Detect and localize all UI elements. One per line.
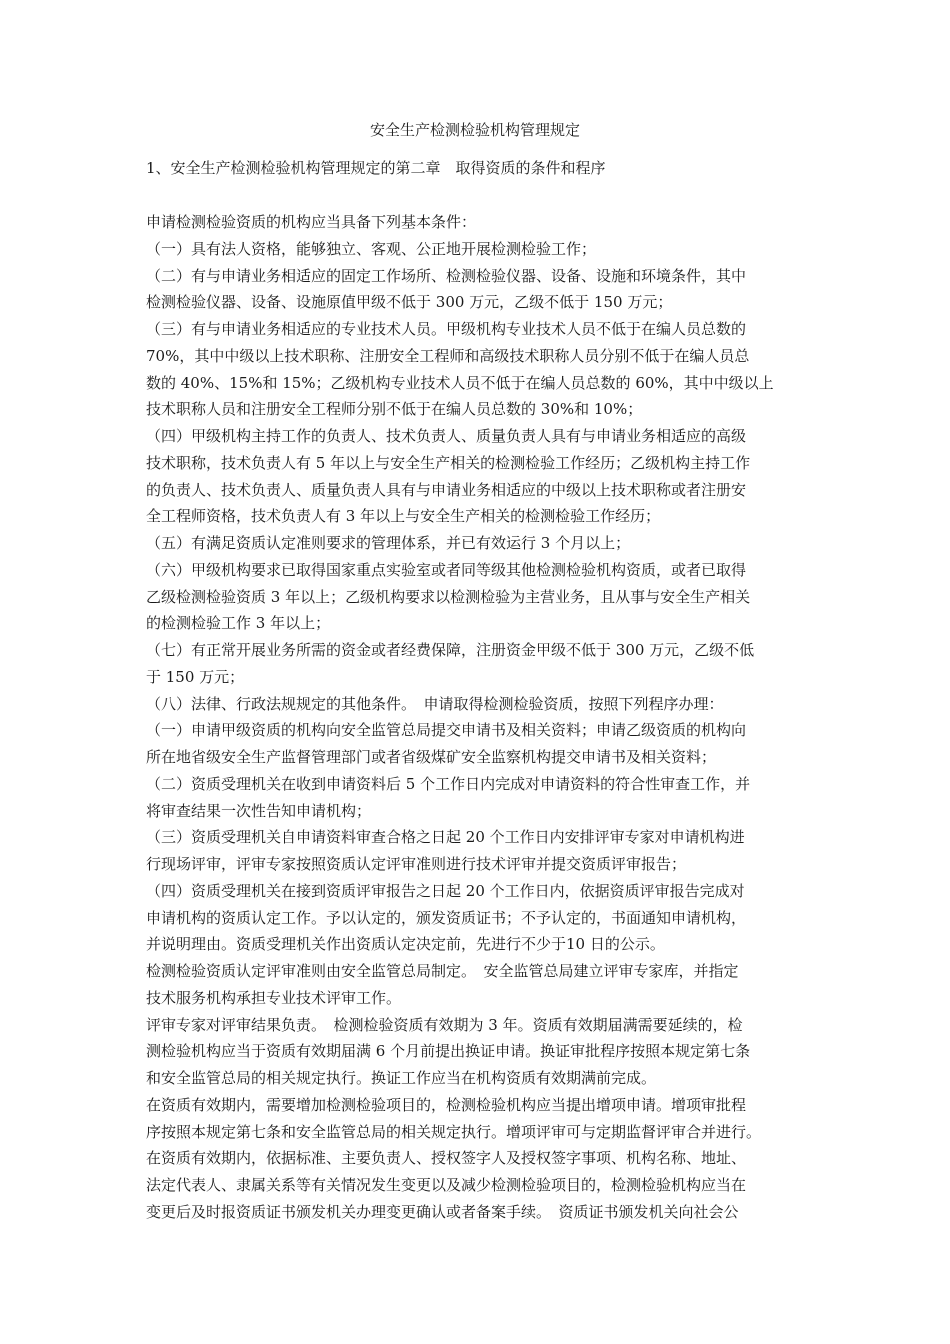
text-line: 所在地省级安全生产监督管理部门或者省级煤矿安全监察机构提交申请书及相关资料； bbox=[146, 748, 717, 766]
text-line: 于 150 万元； bbox=[146, 667, 245, 686]
text-line: 将审查结果一次性告知申请机构； bbox=[146, 801, 372, 820]
text-line: 和安全监管总局的相关规定执行。换证工作应当在机构资质有效期满前完成。 bbox=[146, 1069, 657, 1087]
text-line: 乙级检测检验资质 3 年以上；乙级机构要求以检测检验为主营业务，且从事与安全生产相关 bbox=[146, 587, 751, 606]
section-heading: 1、安全生产检测检验机构管理规定的第二章 取得资质的条件和程序 bbox=[146, 159, 606, 177]
text-line: （一）具有法人资格，能够独立、客观、公正地开展检测检验工作； bbox=[146, 239, 597, 258]
body-text bbox=[146, 209, 818, 1226]
text-line: 70%，其中中级以上技术职称、注册安全工程师和高级技术职称人员分别不低于在编人员总 bbox=[146, 346, 750, 365]
text-line: 申请检测检验资质的机构应当具备下列基本条件： bbox=[146, 213, 477, 231]
text-line: （五）有满足资质认定准则要求的管理体系，并已有效运行 3 个月以上； bbox=[146, 534, 631, 552]
text-line: 的负责人、技术负责人、质量负责人具有与申请业务相适应的中级以上技术职称或者注册安 bbox=[146, 480, 747, 499]
text-line: （八）法律、行政法规规定的其他条件。 申请取得检测检验资质，按照下列程序办理： bbox=[146, 694, 724, 713]
text-line: （四）资质受理机关在接到资质评审报告之日起 20 个工作日内，依据资质评审报告完成对 bbox=[146, 881, 745, 900]
text-line: 并说明理由。资质受理机关作出资质认定决定前，先进行不少于10 日的公示。 bbox=[146, 935, 665, 954]
text-line: 评审专家对评审结果负责。 检测检验资质有效期为 3 年。资质有效期届满需要延续的，检 bbox=[146, 1015, 743, 1034]
text-line: 技术职称，技术负责人有 5 年以上与安全生产相关的检测检验工作经历；乙级机构主持工作 bbox=[146, 453, 751, 472]
text-line: 技术职称人员和注册安全工程师分别不低于在编人员总数的 30%和 10%； bbox=[146, 400, 643, 419]
text-line: 测检验机构应当于资质有效期届满 6 个月前提出换证申请。换证审批程序按照本规定第七条 bbox=[146, 1042, 751, 1061]
text-line: 检测检验资质认定评审准则由安全监管总局制定。 安全监管总局建立评审专家库，并指定 bbox=[146, 962, 739, 980]
text-line: 在资质有效期内，需要增加检测检验项目的，检测检验机构应当提出增项申请。增项审批程 bbox=[146, 1095, 747, 1114]
text-line: 技术服务机构承担专业技术评审工作。 bbox=[146, 988, 402, 1007]
text-line: （六）甲级机构要求已取得国家重点实验室或者同等级其他检测检验机构资质，或者已取得 bbox=[146, 560, 747, 579]
text-line: 数的 40%、15%和 15%；乙级机构专业技术人员不低于在编人员总数的 60%，其中中级以上 bbox=[146, 373, 774, 392]
document-title: 安全生产检测检验机构管理规定 bbox=[369, 121, 580, 139]
text-line: （三）资质受理机关自申请资料审查合格之日起 20 个工作日内安排评审专家对申请机构进 bbox=[146, 828, 745, 847]
text-line: 变更后及时报资质证书颁发机关办理变更确认或者备案手续。 资质证书颁发机关向社会公 bbox=[146, 1202, 739, 1221]
text-line: 检测检验仪器、设备、设施原值甲级不低于 300 万元，乙级不低于 150 万元； bbox=[146, 293, 673, 312]
text-line: 申请机构的资质认定工作。予以认定的，颁发资质证书；不予认定的，书面通知申请机构， bbox=[146, 908, 747, 927]
text-line: （四）甲级机构主持工作的负责人、技术负责人、质量负责人具有与申请业务相适应的高级 bbox=[146, 427, 747, 445]
text-line: 在资质有效期内，依据标准、主要负责人、授权签字人及授权签字事项、机构名称、地址、 bbox=[146, 1149, 747, 1168]
text-line: 的检测检验工作 3 年以上； bbox=[146, 614, 331, 633]
text-line: （二）资质受理机关在收到申请资料后 5 个工作日内完成对申请资料的符合性审查工作，并 bbox=[146, 774, 751, 793]
text-line: 序按照本规定第七条和安全监管总局的相关规定执行。增项评审可与定期监督评审合并进行。 bbox=[146, 1122, 762, 1141]
text-line: 法定代表人、隶属关系等有关情况发生变更以及减少检测检验项目的，检测检验机构应当在 bbox=[146, 1176, 747, 1194]
text-line: （一）申请甲级资质的机构向安全监管总局提交申请书及相关资料；申请乙级资质的机构向 bbox=[146, 721, 747, 740]
text-line: 全工程师资格，技术负责人有 3 年以上与安全生产相关的检测检验工作经历； bbox=[146, 507, 661, 526]
text-line: （七）有正常开展业务所需的资金或者经费保障，注册资金甲级不低于 300 万元，乙级不低 bbox=[146, 641, 755, 659]
text-line: （二）有与申请业务相适应的固定工作场所、检测检验仪器、设备、设施和环境条件，其中 bbox=[146, 266, 747, 285]
text-line: （三）有与申请业务相适应的专业技术人员。甲级机构专业技术人员不低于在编人员总数的 bbox=[146, 320, 747, 338]
text-line: 行现场评审，评审专家按照资质认定评审准则进行技术评审并提交资质评审报告； bbox=[146, 855, 687, 873]
